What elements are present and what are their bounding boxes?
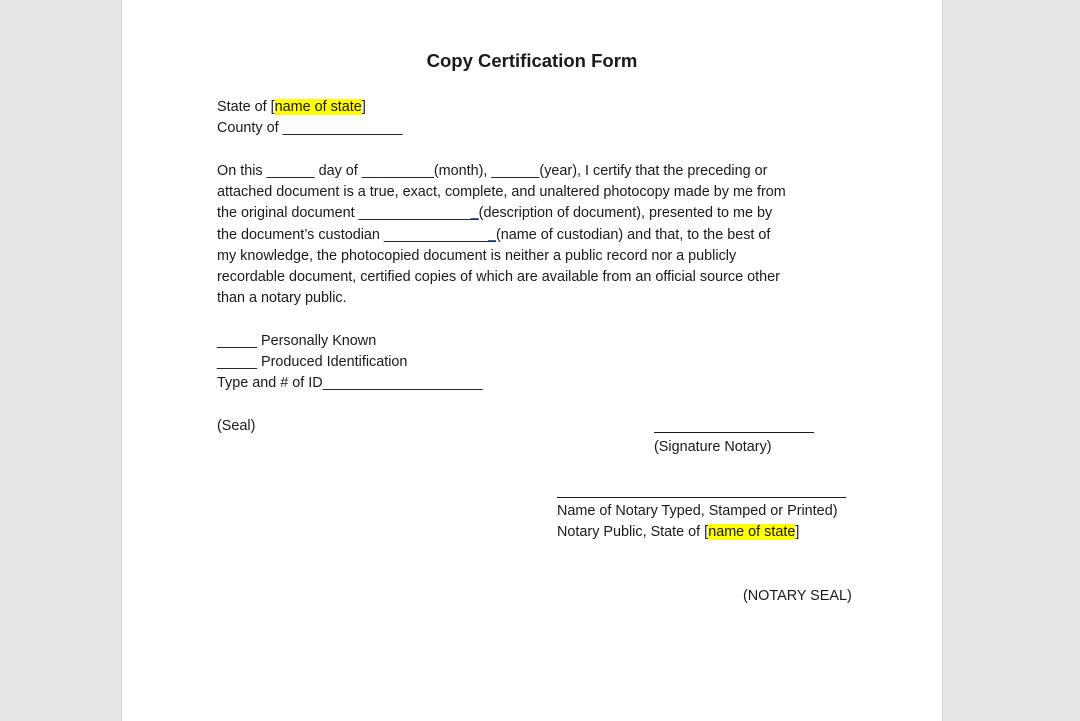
notary-name-line[interactable] [557, 497, 846, 498]
body-line-3-start: the original document ______________ [217, 205, 471, 221]
signature-notary-label: (Signature Notary) [654, 439, 772, 455]
body-line-4-mark: _ [487, 227, 496, 243]
body-line-3-mark: _ [470, 205, 479, 221]
state-line [217, 98, 366, 116]
body-line-4-start: the document’s custodian _____________ [217, 227, 488, 243]
state-placeholder[interactable]: name of state [274, 99, 362, 115]
body-line-5: my knowledge, the photocopied document is neither a public record nor a publicly [217, 248, 737, 264]
notary-state-placeholder[interactable]: name of state [708, 524, 796, 540]
notary-name-label: Name of Notary Typed, Stamped or Printed) [557, 503, 838, 519]
body-line-7: than a notary public. [217, 290, 347, 306]
state-prefix: State of [ [217, 99, 275, 115]
body-line-3-end: (description of document), presented to me by [478, 205, 773, 221]
state-suffix: ] [361, 99, 366, 115]
personally-known-line[interactable]: _____ Personally Known [217, 333, 377, 349]
body-line-1: On this ______ day of _________(month), ______(year), I certify that the preceding or [217, 163, 768, 179]
seal-label: (Seal) [217, 418, 256, 434]
county-line[interactable]: County of _______________ [217, 120, 403, 136]
produced-id-line[interactable]: _____ Produced Identification [217, 354, 408, 370]
notary-state-prefix: Notary Public, State of [ [557, 524, 709, 540]
notary-signature-line[interactable] [654, 432, 814, 433]
body-line-2: attached document is a true, exact, complete, and unaltered photocopy made by me from [217, 184, 786, 200]
notary-state-line [557, 523, 799, 541]
body-line-4 [217, 226, 770, 244]
body-line-4-end: (name of custodian) and that, to the best of [496, 227, 771, 243]
id-type-line[interactable]: Type and # of ID____________________ [217, 375, 483, 391]
page-title: Copy Certification Form [426, 50, 638, 71]
body-line-3 [217, 204, 772, 222]
notary-seal-label: (NOTARY SEAL) [743, 588, 852, 604]
notary-state-suffix: ] [795, 524, 800, 540]
body-line-6: recordable document, certified copies of which are available from an official source other [217, 269, 780, 285]
